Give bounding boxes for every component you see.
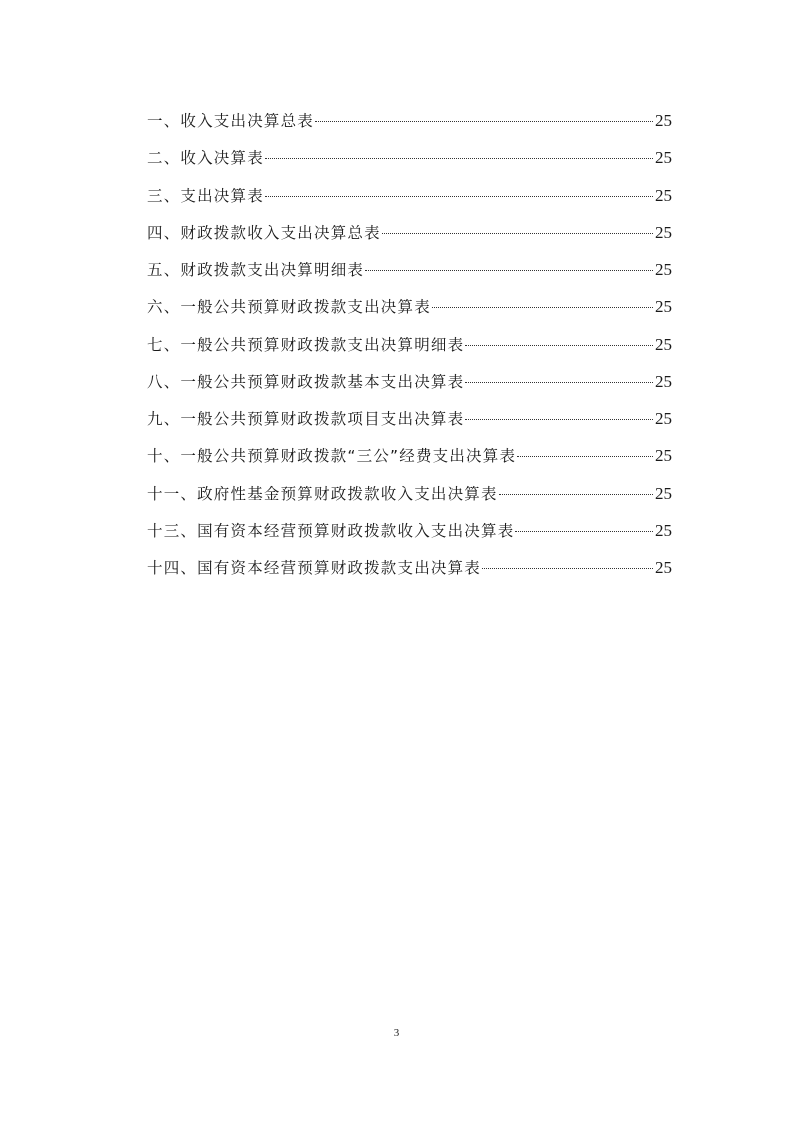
page-number: 3: [393, 1027, 400, 1039]
toc-entry[interactable]: [147, 145, 672, 182]
toc-dot-leader: [482, 568, 653, 569]
toc-entry-page: 25: [655, 185, 672, 205]
toc-dot-leader: [465, 345, 653, 346]
toc-dot-leader: [432, 307, 653, 308]
toc-entry-title: 五、财政拨款支出决算明细表: [147, 261, 365, 279]
toc-entry[interactable]: [147, 220, 672, 257]
toc-entry-page: 25: [655, 483, 672, 503]
toc-dot-leader: [517, 456, 653, 457]
toc-entry-title: 三、支出决算表: [147, 186, 264, 205]
toc-entry[interactable]: [147, 369, 672, 406]
toc-entry[interactable]: [147, 108, 672, 145]
toc-entry-page: 25: [655, 520, 672, 540]
toc-entry[interactable]: [147, 294, 672, 331]
toc-entry-page: 25: [655, 409, 672, 428]
toc-entry-title: 十四、国有资本经营预算财政拨款支出决算表: [147, 559, 482, 577]
toc-dot-leader: [499, 494, 653, 495]
toc-dot-leader: [465, 382, 653, 383]
toc-entry[interactable]: [147, 518, 672, 555]
toc-entry[interactable]: [147, 555, 672, 592]
toc-entry-page: 25: [655, 558, 672, 577]
toc-dot-leader: [465, 419, 653, 420]
toc-entry-page: 25: [655, 148, 672, 168]
toc-entry-title: 二、收入决算表: [147, 149, 264, 168]
toc-entry-page: 25: [655, 446, 672, 466]
toc-entry-page: 25: [655, 297, 672, 317]
toc-entry-title: 十、一般公共预算财政拨款“三公”经费支出决算表: [147, 447, 517, 466]
toc-entry-page: 25: [655, 371, 672, 391]
toc-entry-title: 九、一般公共预算财政拨款项目支出决算表: [147, 410, 465, 428]
toc-entry-title: 八、一般公共预算财政拨款基本支出决算表: [147, 372, 465, 391]
toc-entry[interactable]: [147, 481, 672, 518]
toc-entry-title: 四、财政拨款收入支出决算总表: [147, 223, 381, 242]
toc-dot-leader: [515, 531, 653, 532]
toc-entry-title: 十三、国有资本经营预算财政拨款收入支出决算表: [147, 521, 515, 540]
toc-dot-leader: [315, 121, 653, 122]
toc-dot-leader: [365, 270, 653, 271]
toc-entry[interactable]: [147, 443, 672, 480]
toc-entry-page: 25: [655, 334, 672, 354]
toc-entry[interactable]: [147, 183, 672, 220]
toc-dot-leader: [382, 233, 653, 234]
toc-entry-page: 25: [655, 222, 672, 242]
toc-entry-title: 十一、政府性基金预算财政拨款收入支出决算表: [147, 484, 498, 503]
toc-entry-title: 七、一般公共预算财政拨款支出决算明细表: [147, 335, 465, 354]
toc-entry-title: 一、收入支出决算总表: [147, 112, 315, 130]
toc-entry-page: 25: [655, 111, 672, 130]
toc-entry[interactable]: [147, 257, 672, 294]
toc-entry[interactable]: [147, 332, 672, 369]
toc-entry-page: 25: [655, 260, 672, 279]
toc-dot-leader: [265, 158, 653, 159]
table-of-contents: [147, 108, 672, 592]
toc-entry-title: 六、一般公共预算财政拨款支出决算表: [147, 298, 431, 317]
toc-entry[interactable]: [147, 406, 672, 443]
toc-dot-leader: [265, 196, 653, 197]
